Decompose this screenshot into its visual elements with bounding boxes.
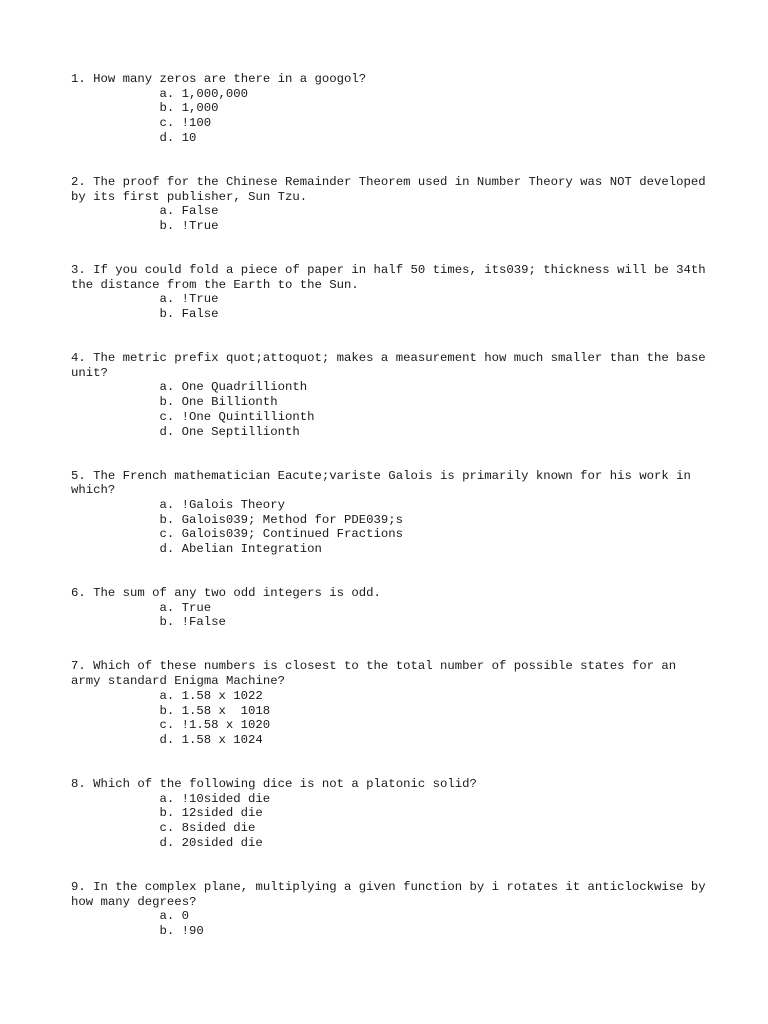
option-list (71, 498, 711, 557)
question-text: 5. The French mathematician Eacute;variste Galois is primarily known for his work in which? (71, 468, 699, 498)
question-3 (71, 262, 714, 322)
option-item: b. One Billionth (159, 395, 278, 410)
option-item: b. 1.58 x 1018 (159, 703, 271, 718)
option-list (71, 792, 711, 851)
question-text: 3. If you could fold a piece of paper in half 50 times, its039; thickness will be 34th the distance from the Earth to the Sun. (71, 262, 714, 292)
question-7 (71, 659, 711, 747)
option-item: b. False (159, 307, 219, 322)
option-item: d. Abelian Integration (159, 542, 322, 557)
option-item: b. !90 (159, 923, 204, 938)
option-item: d. 1.58 x 1024 (159, 732, 263, 747)
question-text: 8. Which of the following dice is not a platonic solid? (71, 776, 477, 791)
option-item: c. Galois039; Continued Fractions (159, 527, 404, 542)
option-list (71, 380, 711, 439)
question-6 (71, 586, 711, 630)
option-item: a. !True (159, 292, 219, 307)
question-list (71, 72, 714, 968)
option-item: a. !Galois Theory (159, 497, 285, 512)
question-text: 1. How many zeros are there in a googol? (71, 72, 367, 86)
option-item: d. 10 (159, 130, 197, 145)
option-item: c. 8sided die (159, 821, 256, 836)
option-item: b. Galois039; Method for PDE039;s (159, 512, 404, 527)
question-text: 4. The metric prefix quot;attoquot; makes a measurement how much smaller than the base unit? (71, 351, 714, 380)
option-item: b. 1,000 (159, 101, 219, 116)
question-8 (71, 777, 711, 851)
option-item: d. One Septillionth (159, 424, 300, 439)
option-item: c. !1.58 x 1020 (159, 718, 271, 733)
question-1 (71, 72, 711, 146)
question-text: 6. The sum of any two odd integers is odd. (71, 586, 381, 601)
question-text: 2. The proof for the Chinese Remainder Theorem used in Number Theory was NOT developed by its first publisher, Sun Tzu. (71, 174, 714, 204)
option-item: a. True (159, 600, 212, 615)
option-list (71, 689, 711, 748)
option-item: b. 12sided die (159, 806, 263, 821)
option-item: a. False (159, 204, 219, 219)
option-item: b. !False (159, 615, 226, 630)
option-list (71, 204, 711, 233)
option-item: a. One Quadrillionth (159, 380, 308, 395)
option-item: a. !10sided die (159, 791, 271, 806)
option-item: a. 1.58 x 1022 (159, 688, 263, 703)
option-list (71, 909, 711, 938)
option-item: b. !True (159, 218, 219, 233)
question-9 (71, 879, 714, 939)
question-5 (71, 469, 711, 557)
option-item: c. !One Quintillionth (159, 409, 315, 424)
option-item: d. 20sided die (159, 835, 263, 850)
option-list (71, 601, 711, 630)
option-item: c. !100 (159, 116, 212, 131)
question-2 (71, 174, 714, 234)
option-list (71, 87, 711, 146)
question-text: 7. Which of these numbers is closest to the total number of possible states for an army standard Enigma Machine? (71, 659, 684, 689)
question-text: 9. In the complex plane, multiplying a given function by i rotates it anticlockwise by how many degrees? (71, 879, 714, 909)
option-item: a. 1,000,000 (159, 86, 249, 101)
question-4 (71, 351, 714, 439)
option-list (71, 292, 711, 321)
option-item: a. 0 (159, 909, 190, 924)
